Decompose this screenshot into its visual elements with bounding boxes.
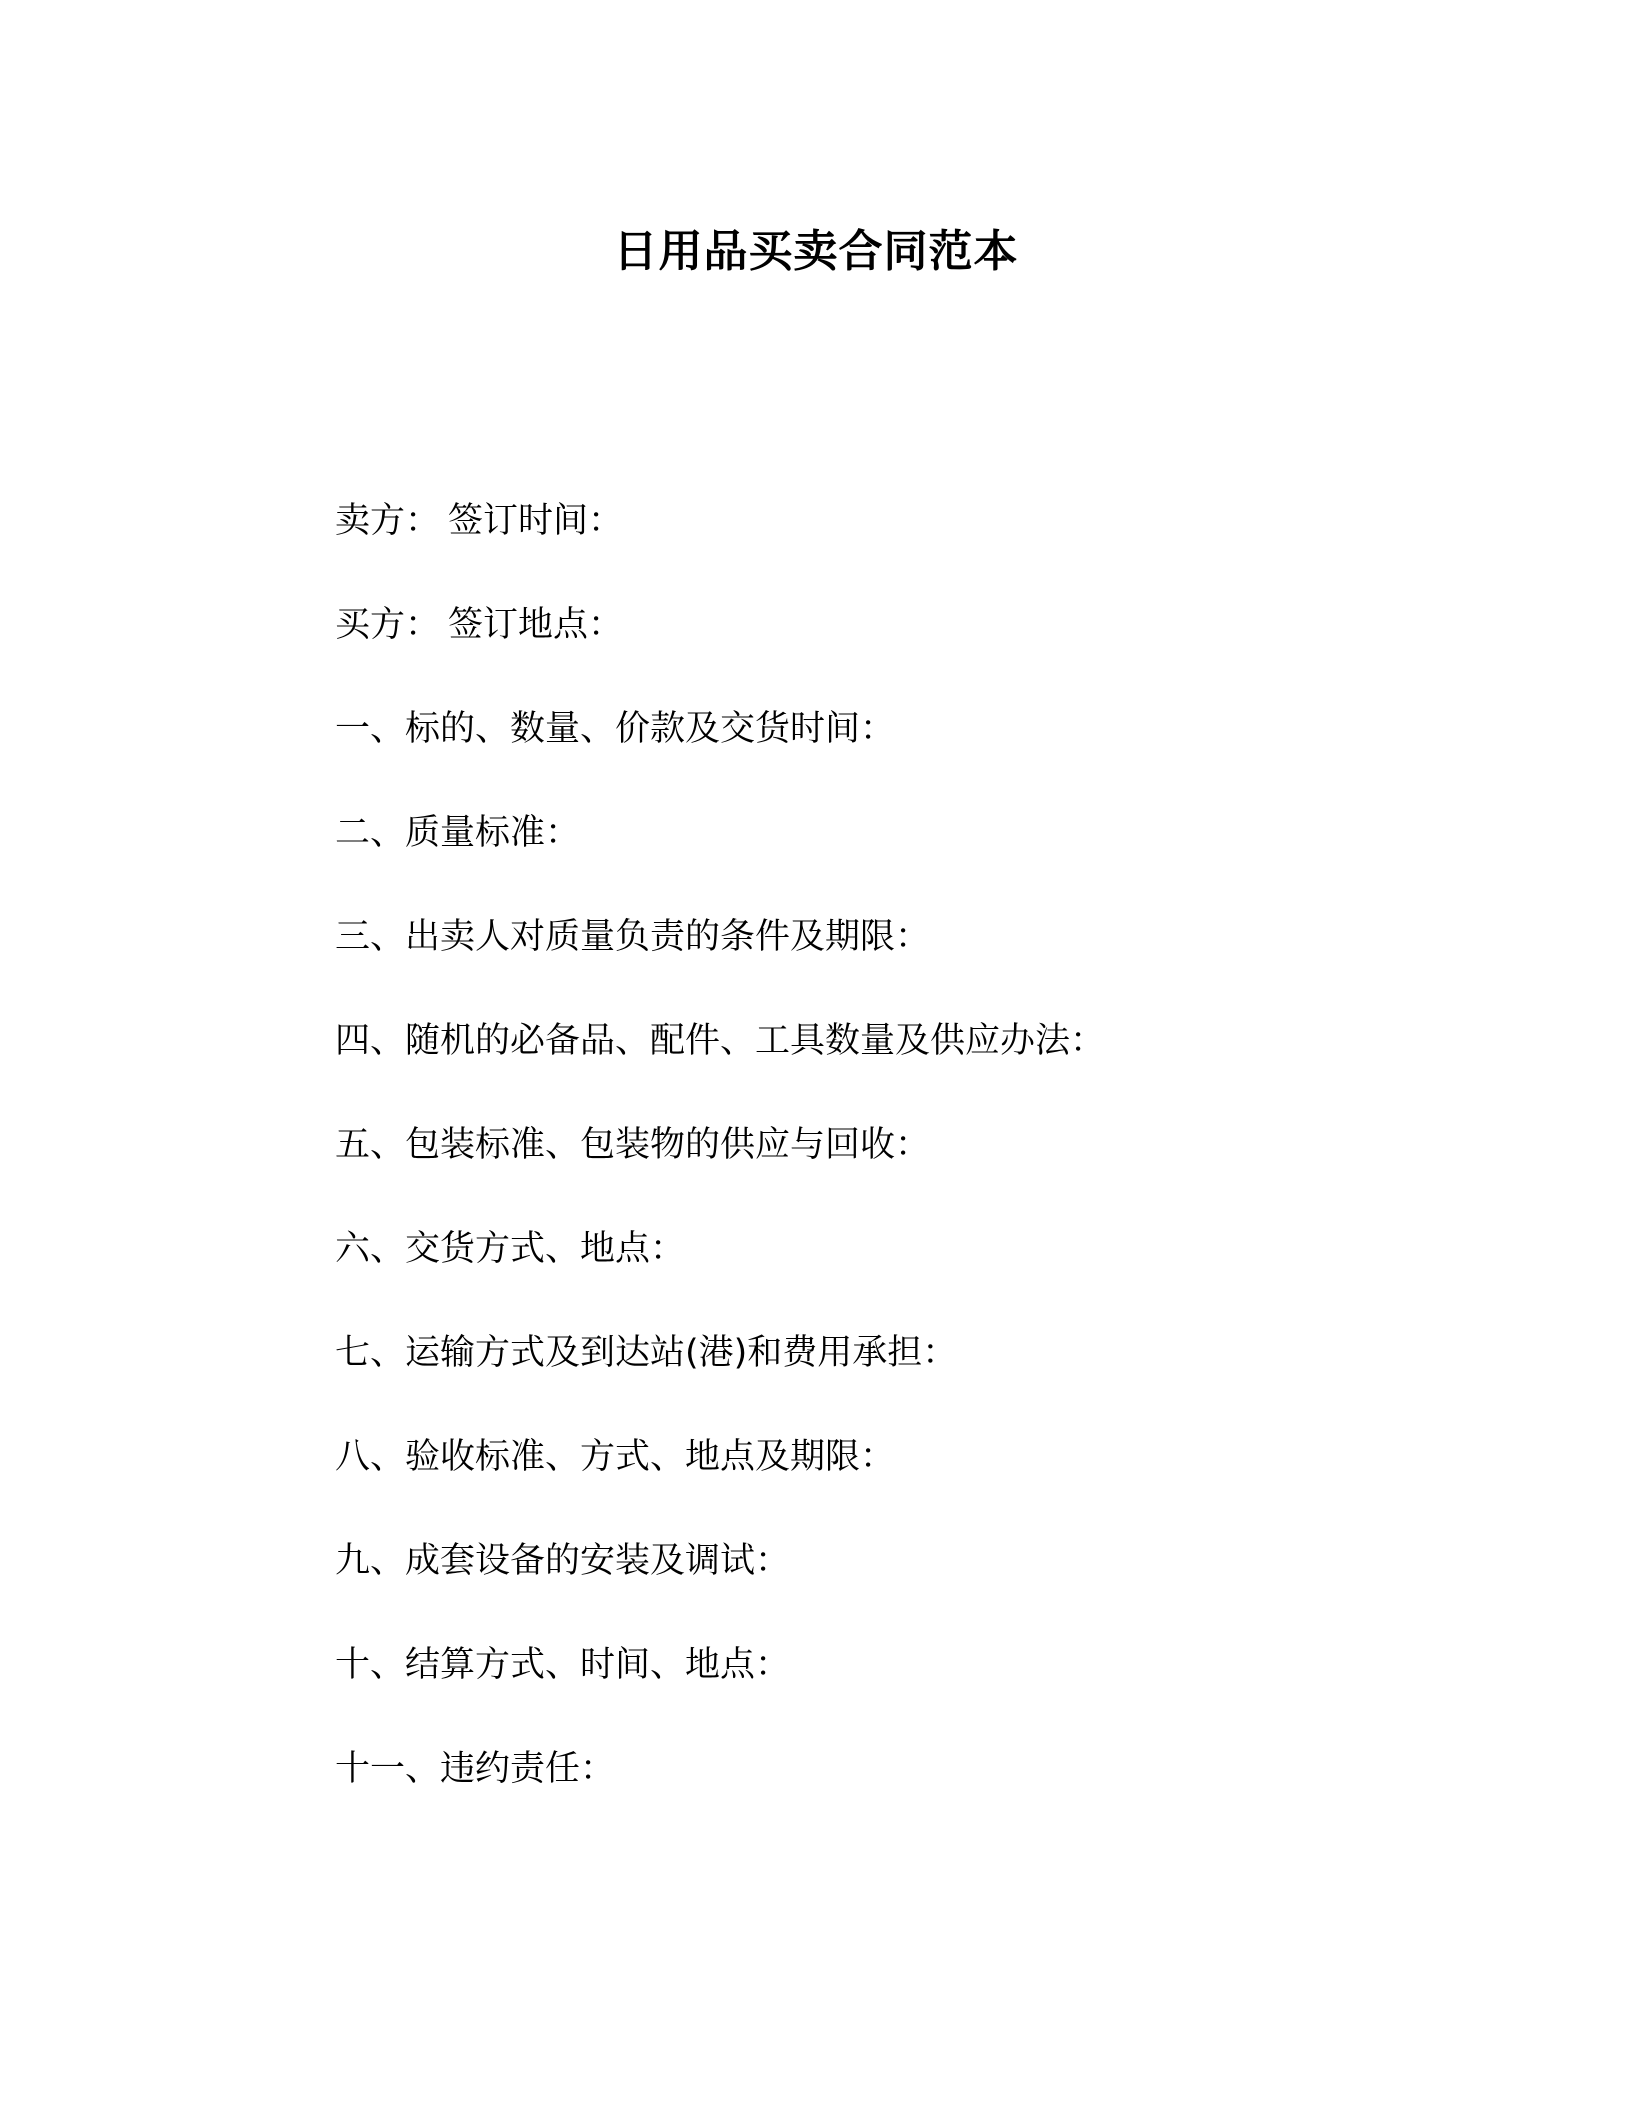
document-title: 日用品买卖合同范本 — [613, 226, 1019, 277]
clause-7: 七、运输方式及到达站(港)和费用承担： — [335, 1333, 958, 1373]
signing-place-label: 签订地点： — [448, 605, 624, 645]
contract-body — [335, 497, 1535, 1849]
seller-line — [335, 497, 1535, 601]
signing-time-label: 签订时间： — [448, 501, 624, 541]
clause-10: 十、结算方式、时间、地点： — [335, 1645, 791, 1685]
clause-9: 九、成套设备的安装及调试： — [335, 1541, 791, 1581]
seller-label: 卖方： — [335, 501, 441, 541]
clause-2: 二、质量标准： — [335, 813, 581, 853]
clause-6: 六、交货方式、地点： — [335, 1229, 686, 1269]
clause-11: 十一、违约责任： — [335, 1749, 616, 1789]
clause-1: 一、标的、数量、价款及交货时间： — [335, 709, 896, 749]
clause-4: 四、随机的必备品、配件、工具数量及供应办法： — [335, 1021, 1106, 1061]
buyer-line — [335, 601, 1535, 705]
buyer-label: 买方： — [335, 605, 441, 645]
clause-5: 五、包装标准、包装物的供应与回收： — [335, 1125, 931, 1165]
clause-8: 八、验收标准、方式、地点及期限： — [335, 1437, 896, 1477]
clause-3: 三、出卖人对质量负责的条件及期限： — [335, 917, 931, 957]
